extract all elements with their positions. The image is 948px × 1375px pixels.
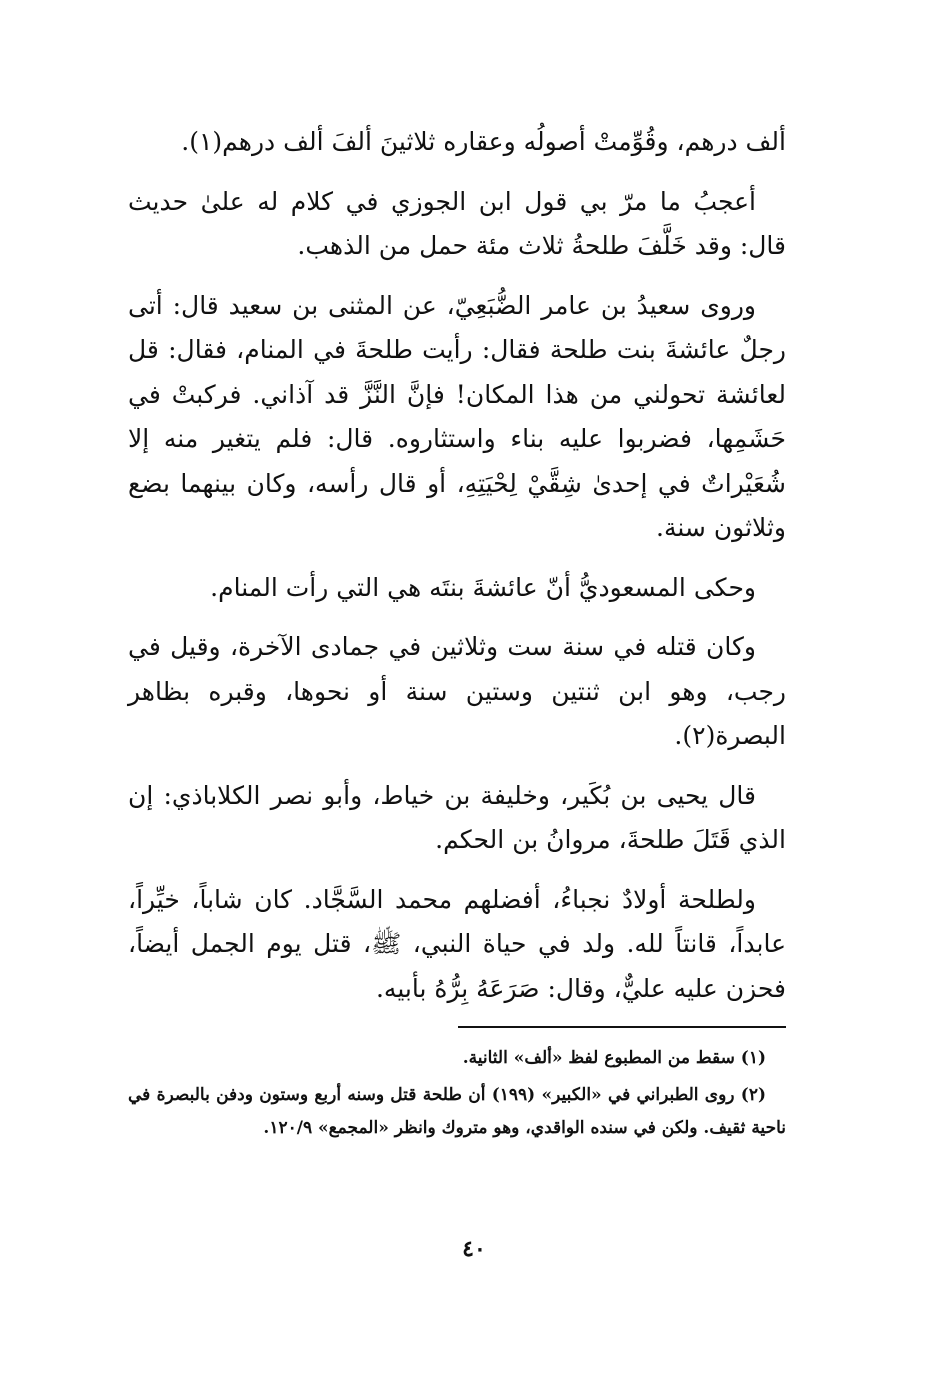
paragraph-6: قال يحيى بن بُكَير، وخليفة بن خياط، وأبو نصر الكلاباذي: إن الذي قَتَلَ طلحةَ، مروانُ بن الحكم. [128, 780, 786, 854]
footnote-1: (١) سقط من المطبوع لفظ «ألف» الثانية. [462, 1048, 766, 1068]
paragraph-4: وحكى المسعوديُّ أنّ عائشةَ بنتَه هي التي رأت المنام. [210, 572, 756, 602]
paragraph-7: ولطلحة أولادٌ نجباءُ، أفضلهم محمد السَّجَّاد. كان شاباً، خيِّراً، عابداً، قانتاً لله. ولد في حياة النبي، ﷺ، قتل يوم الجمل أيضاً، فحزن عليه عليٌّ، وقال: صَرَعَهُ بِرُّهُ بأبيه. [128, 884, 786, 1003]
footnote-2: (٢) روى الطبراني في «الكبير» (١٩٩) أن طلحة قتل وسنه أربع وستون ودفن بالبصرة في ناحية ثقيف. ولكن في سنده الواقدي، وهو متروك وانظر «المجمع» ١٢٠/٩. [128, 1085, 786, 1138]
paragraph-5: وكان قتله في سنة ست وثلاثين في جمادى الآخرة، وقيل في رجب، وهو ابن ثنتين وستين سنة أو نحوها، وقبره بظاهر البصرة(٢). [128, 632, 787, 750]
paragraph-2: أعجبُ ما مرّ بي قول ابن الجوزي في كلام له علىٰ حديث قال: وقد خَلَّفَ طلحةُ ثلاث مئة حمل من الذهب. [128, 186, 786, 260]
paragraph-1: ألف درهم، وقُوِّمتْ أصولُه وعقاره ثلاثينَ ألفَ ألف درهم(١). [181, 127, 786, 156]
page-number: ٤٠ [462, 1236, 486, 1262]
paragraph-3: وروى سعيدُ بن عامر الضُّبَعِيّ، عن المثنى بن سعيد قال: أتى رجلٌ عائشةَ بنت طلحة فقال: رأيت طلحةَ في المنام، فقال: قل لعائشة تحولني من هذا المكان! فإنَّ النَّزَّ قد آذاني. فركبتْ في حَشَمِها، فضربوا عليه بناء واستثاروه. قال: فلم يتغير منه إلا شُعَيْراتٌ في إحدىٰ شِقَّيْ لِحْيَتِهِ، أو قال رأسه، وكان بينهما بضع وثلاثون سنة. [128, 290, 786, 542]
page-body [128, 120, 786, 1149]
footnote-separator [458, 1026, 786, 1028]
